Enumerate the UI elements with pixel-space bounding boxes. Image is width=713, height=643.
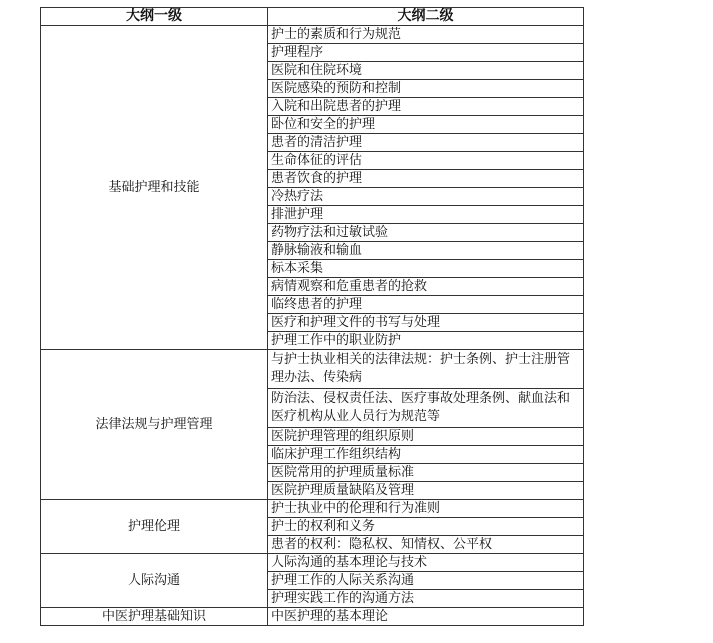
- level2-cell: 医院护理管理的组织原则: [268, 428, 584, 446]
- level2-cell: 静脉输液和输血: [268, 242, 584, 260]
- level2-cell: 护士的素质和行为规范: [268, 26, 584, 44]
- level2-cell: 冷热疗法: [268, 188, 584, 206]
- level2-cell: 护理工作的人际关系沟通: [268, 572, 584, 590]
- table-row: [41, 608, 584, 626]
- header-row: [41, 8, 584, 26]
- level2-cell: 护士执业中的伦理和行为准则: [268, 500, 584, 518]
- level2-cell: 医院护理质量缺陷及管理: [268, 482, 584, 500]
- header-level1: 大纲一级: [41, 8, 268, 26]
- level2-cell: 护理实践工作的沟通方法: [268, 590, 584, 608]
- level2-cell: 标本采集: [268, 260, 584, 278]
- level2-cell: 患者的清洁护理: [268, 134, 584, 152]
- table-row: [41, 500, 584, 518]
- table-row: [41, 26, 584, 44]
- level2-cell: 医疗和护理文件的书写与处理: [268, 314, 584, 332]
- level2-cell: 排泄护理: [268, 206, 584, 224]
- level2-cell: 病情观察和危重患者的抢救: [268, 278, 584, 296]
- level2-cell: 人际沟通的基本理论与技术: [268, 554, 584, 572]
- level2-cell: 医院常用的护理质量标准: [268, 464, 584, 482]
- header-level2: 大纲二级: [268, 8, 584, 26]
- syllabus-table: [40, 7, 584, 626]
- level2-cell: 护理工作中的职业防护: [268, 332, 584, 350]
- level2-cell: 医院和住院环境: [268, 62, 584, 80]
- level2-cell: 防治法、侵权责任法、医疗事故处理条例、献血法和医疗机构从业人员行为规范等: [268, 389, 584, 428]
- table-row: [41, 554, 584, 572]
- level2-cell: 与护士执业相关的法律法规：护士条例、护士注册管理办法、传染病: [268, 350, 584, 389]
- level2-cell: 入院和出院患者的护理: [268, 98, 584, 116]
- level2-cell: 卧位和安全的护理: [268, 116, 584, 134]
- level1-cell: 人际沟通: [41, 554, 268, 608]
- level2-cell: 护理程序: [268, 44, 584, 62]
- level2-cell: 患者饮食的护理: [268, 170, 584, 188]
- level1-cell: 中医护理基础知识: [41, 608, 268, 626]
- level2-cell: 中医护理的基本理论: [268, 608, 584, 626]
- table-row: [41, 350, 584, 389]
- level2-cell: 临床护理工作组织结构: [268, 446, 584, 464]
- level1-cell: 法律法规与护理管理: [41, 350, 268, 500]
- level2-cell: 护士的权利和义务: [268, 518, 584, 536]
- level1-cell: 护理伦理: [41, 500, 268, 554]
- level2-cell: 临终患者的护理: [268, 296, 584, 314]
- level2-cell: 医院感染的预防和控制: [268, 80, 584, 98]
- level2-cell: 药物疗法和过敏试验: [268, 224, 584, 242]
- level1-cell: 基础护理和技能: [41, 26, 268, 350]
- level2-cell: 生命体征的评估: [268, 152, 584, 170]
- level2-cell: 患者的权利：隐私权、知情权、公平权: [268, 536, 584, 554]
